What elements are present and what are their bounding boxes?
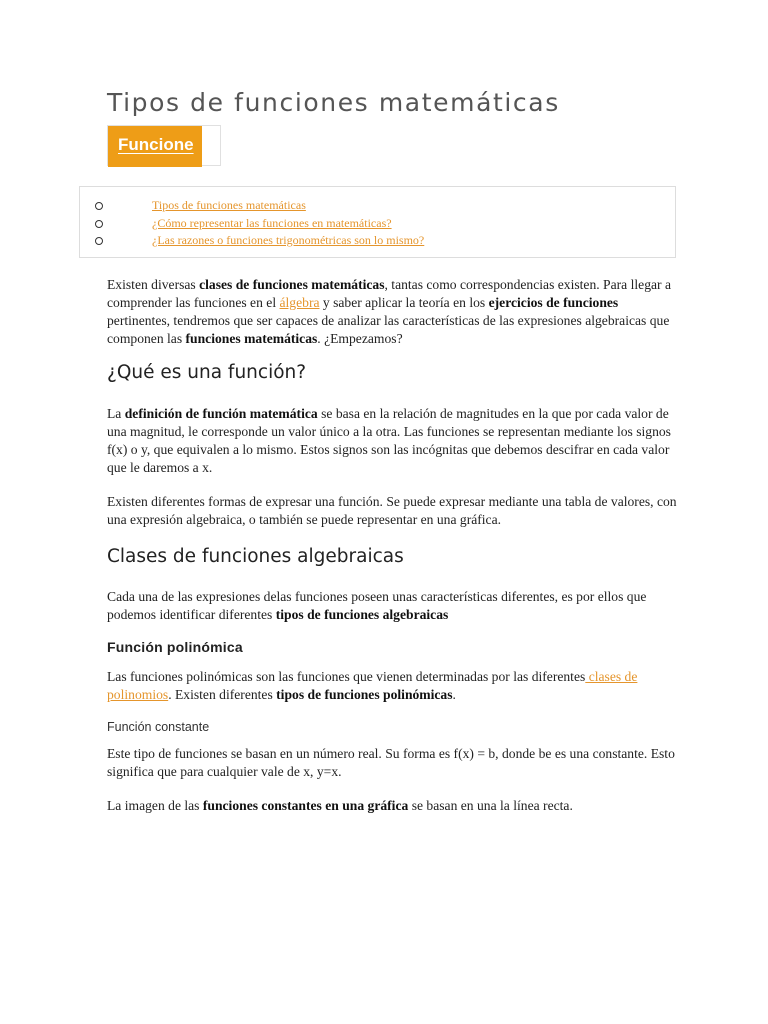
grafica-paragraph: La imagen de las funciones constantes en una gráfica se basan en una la línea recta. (107, 798, 573, 813)
intro-paragraph: Existen diversas clases de funciones matemáticas, tantas como correspondencias existen. Para llegar a comprender las funciones en el álgebra y saber aplicar la teoría en los ejercicios de funciones pertinentes, tendremos que ser capaces de analizar las características de las expresiones algebraicas que componen las funciones matemáticas. ¿Empezamos? (107, 277, 671, 346)
heading-clases-funciones: Clases de funciones algebraicas (107, 546, 404, 567)
banner-label: Funcione (118, 135, 194, 154)
heading-que-es-funcion: ¿Qué es una función? (107, 362, 307, 383)
expression-paragraph: Existen diferentes formas de expresar una función. Se puede expresar mediante una tabla de valores, con una expresión algebraica, o también se puede representar en una gráfica. (107, 494, 677, 527)
clases-paragraph: Cada una de las expresiones delas funciones poseen unas características diferentes, es por ellos que podemos identificar diferentes tipos de funciones algebraicas (107, 589, 647, 622)
heading-funcion-polinomica: Función polinómica (107, 639, 243, 655)
banner-frame (107, 125, 221, 166)
page-title: Tipos de funciones matemáticas (107, 88, 560, 117)
article-body (107, 276, 677, 815)
polinomios-link[interactable]: clases de polinomios (107, 669, 638, 702)
circle-bullet-icon (95, 237, 103, 245)
constante-paragraph: Este tipo de funciones se basan en un número real. Su forma es f(x) = b, donde be es una constante. Esto significa que para cualquier vale de x, y=x. (107, 746, 675, 779)
circle-bullet-icon (95, 202, 103, 210)
toc-link-representar[interactable]: ¿Cómo representar las funciones en matemáticas? (152, 215, 392, 230)
heading-funcion-constante: Función constante (107, 720, 210, 734)
table-of-contents (79, 186, 676, 258)
circle-bullet-icon (95, 220, 103, 228)
definition-paragraph: La definición de función matemática se basa en la relación de magnitudes en la que por cada valor de una magnitud, le corresponde un valor único a la otra. Las funciones se representan mediante los signos f(x) o y, que equivalen a lo mismo. Estos signos son las incógnitas que debemos descifrar en cada valor que le daremos a x. (107, 406, 671, 475)
polinomica-paragraph: Las funciones polinómicas son las funciones que vienen determinadas por las diferentes clases de polinomios. Existen diferentes tipos de funciones polinómicas. (107, 669, 638, 702)
toc-link-trigonometricas[interactable]: ¿Las razones o funciones trigonométricas son lo mismo? (152, 233, 425, 247)
algebra-link[interactable]: álgebra (279, 295, 320, 310)
funciones-banner[interactable] (108, 126, 202, 167)
toc-link-tipos[interactable]: Tipos de funciones matemáticas (152, 198, 306, 212)
